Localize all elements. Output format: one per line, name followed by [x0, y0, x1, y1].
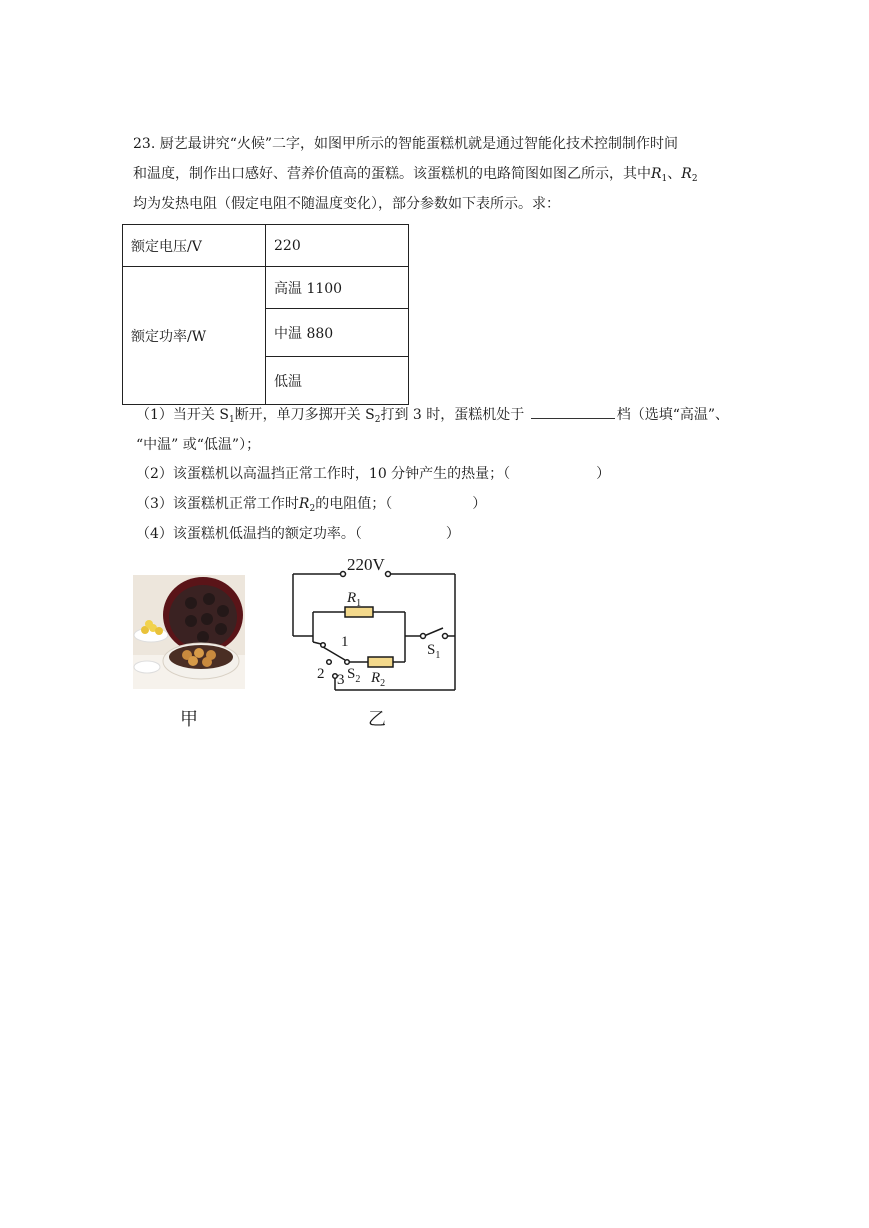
question-intro-line1: 23. 厨艺最讲究“火候”二字，如图甲所示的智能蛋糕机就是通过智能化技术控制制作时间 — [133, 136, 679, 152]
voltage-value-cell: 220 — [266, 225, 409, 267]
power-low-cell: 低温 — [266, 357, 409, 405]
power-mid-cell: 中温 880 — [266, 309, 409, 357]
contact-1-label: 1 — [341, 634, 349, 650]
power-label-cell: 额定功率/W — [123, 267, 266, 405]
sub-question-1: （1）当开关 $S_1$断开，单刀多掷开关 $S_2$打到 3 时，蛋糕机处于 档（选填“高温”、 — [136, 407, 730, 425]
question-intro-line3: 均为发热电阻（假定电阻不随温度变化），部分参数如下表所示。求： — [133, 196, 560, 212]
answer-blank-1[interactable] — [531, 406, 615, 419]
cake-machine-photo — [133, 575, 245, 689]
table-row — [123, 225, 409, 267]
figure-caption-yi: 乙 — [368, 709, 386, 730]
sub-question-3: （3）该蛋糕机正常工作时$R_2$的电阻值；（ ） — [136, 496, 487, 514]
s1-label: S — [427, 642, 436, 658]
r2-label: R — [371, 670, 381, 686]
r2-resistor-icon — [368, 657, 393, 667]
parameter-table — [122, 224, 409, 405]
circuit-diagram — [285, 550, 465, 695]
sub-question-1-cont: “中温” 或“低温”）； — [136, 437, 261, 453]
contact-2-label: 2 — [317, 666, 325, 682]
question-number: 23. — [133, 136, 156, 152]
power-high-cell: 高温 1100 — [266, 267, 409, 309]
sub-question-2: （2）该蛋糕机以高温挡正常工作时，10 分钟产生的热量；（ ） — [136, 466, 611, 482]
sub-question-4: （4）该蛋糕机低温挡的额定功率。（ ） — [136, 526, 460, 542]
svg-text:S1: $S_1$ — [427, 642, 441, 661]
voltage-label-cell: 额定电压/V — [123, 225, 266, 267]
r1-label: R — [347, 590, 357, 606]
s2-label: S — [347, 666, 356, 682]
source-label: 220V — [347, 555, 385, 574]
svg-text:R2: $R_2$ — [371, 670, 386, 689]
figure-caption-jia: 甲 — [180, 709, 198, 730]
table-row — [123, 267, 409, 309]
question-intro-line2: 和温度，制作出口感好、营养价值高的蛋糕。该蛋糕机的电路简图如图乙所示，其中$R_1$、$R_2$ — [133, 166, 698, 184]
contact-3-label: 3 — [337, 672, 345, 688]
svg-text:S2: $S_2$ — [347, 666, 361, 685]
svg-text:R1: $R_1$ — [347, 590, 362, 609]
